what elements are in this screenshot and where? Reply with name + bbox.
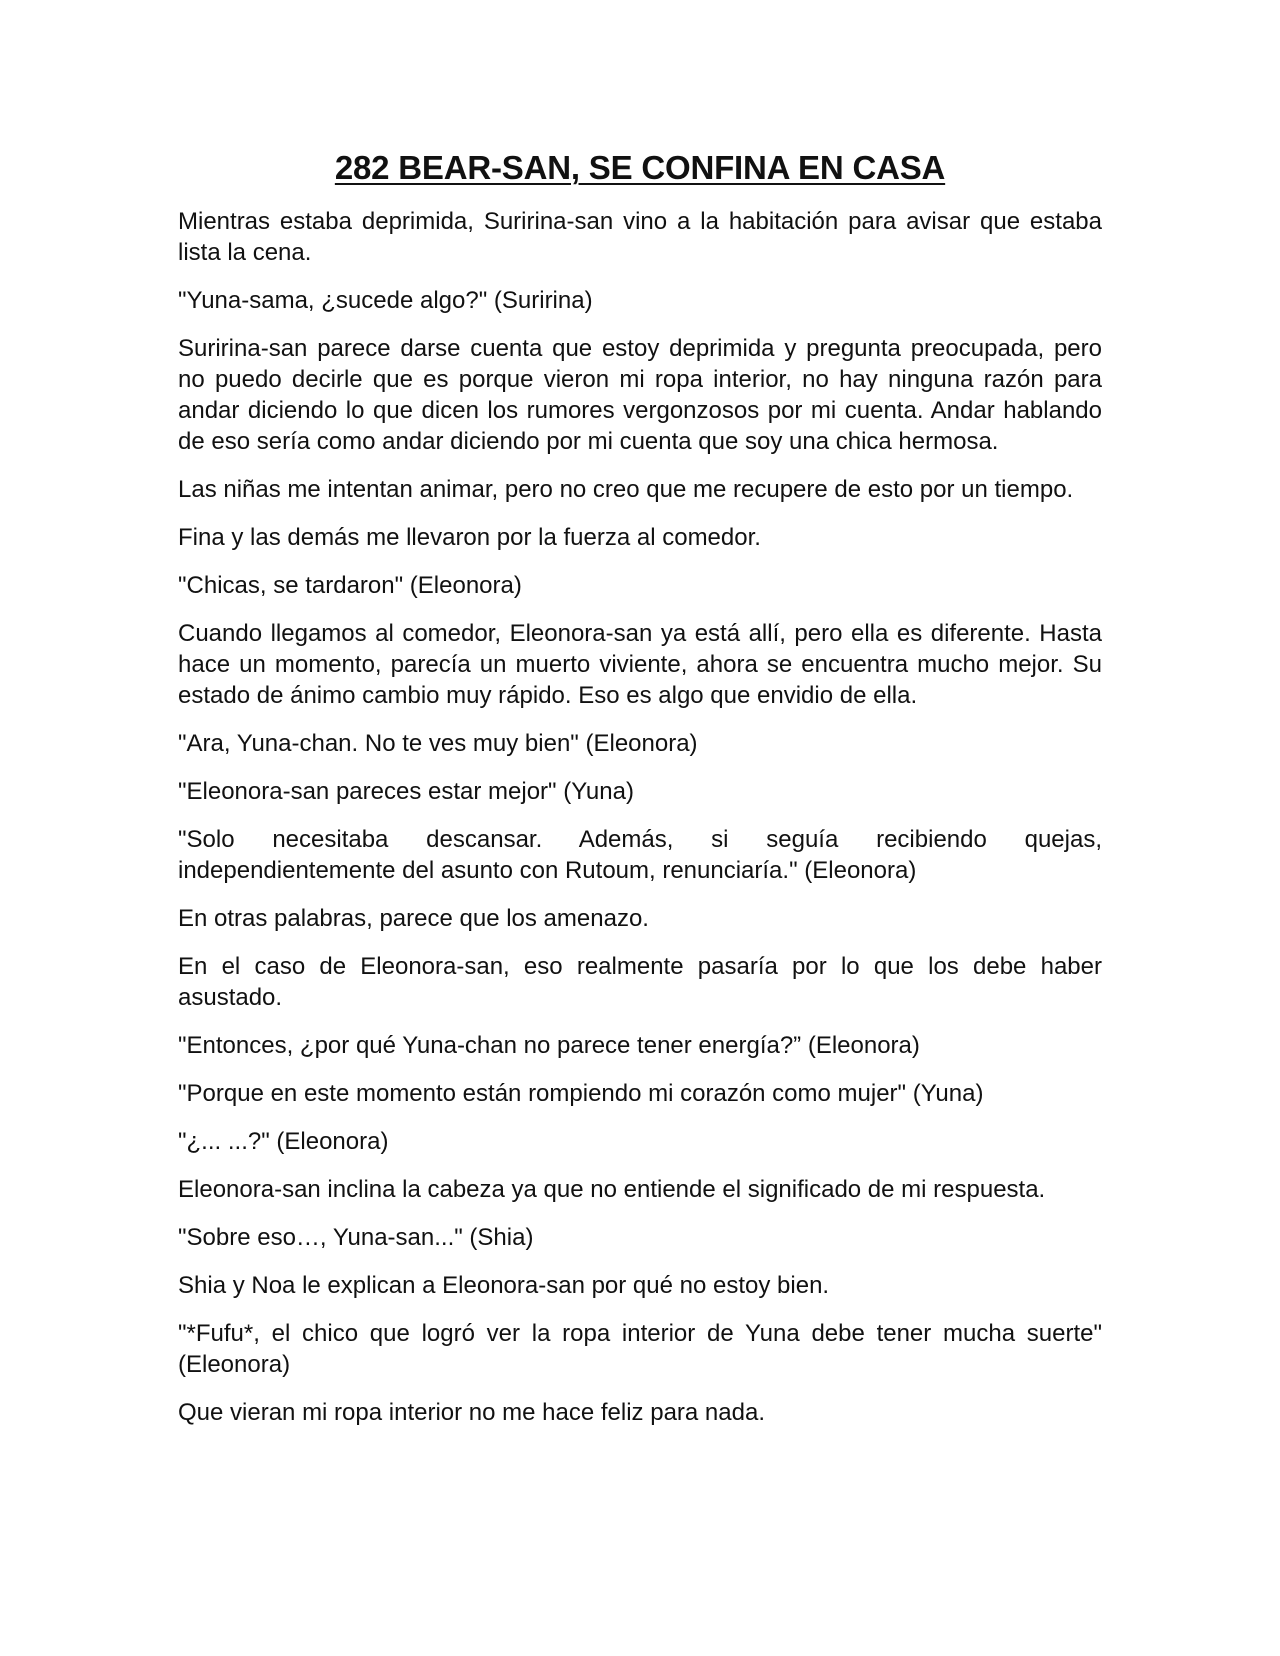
paragraph: "Chicas, se tardaron" (Eleonora) [178, 572, 522, 599]
paragraph: "*Fufu*, el chico que logró ver la ropa interior de Yuna debe tener mucha suerte" (Eleonora) [178, 1320, 1102, 1378]
paragraph: Las niñas me intentan animar, pero no creo que me recupere de esto por un tiempo. [178, 476, 1074, 503]
paragraph: Mientras estaba deprimida, Suririna-san vino a la habitación para avisar que estaba lista la cena. [178, 208, 1102, 266]
paragraph: "Entonces, ¿por qué Yuna-chan no parece tener energía?” (Eleonora) [178, 1032, 920, 1059]
paragraph: Eleonora-san inclina la cabeza ya que no entiende el significado de mi respuesta. [178, 1176, 1046, 1203]
chapter-title: 282 BEAR-SAN, SE CONFINA EN CASA [334, 149, 946, 186]
paragraph: "Solo necesitaba descansar. Además, si seguía recibiendo quejas, independientemente del asunto con Rutoum, renunciaría." (Eleonora) [178, 826, 1102, 884]
paragraph: "Eleonora-san pareces estar mejor" (Yuna) [178, 778, 634, 805]
paragraph: "¿... ...?" (Eleonora) [178, 1128, 389, 1155]
paragraph: Shia y Noa le explican a Eleonora-san por qué no estoy bien. [178, 1272, 830, 1299]
paragraph: Que vieran mi ropa interior no me hace feliz para nada. [178, 1399, 765, 1426]
document-page [178, 140, 1102, 1445]
paragraph: Suririna-san parece darse cuenta que estoy deprimida y pregunta preocupada, pero no puedo decirle que es porque vieron mi ropa interior, no hay ninguna razón para andar diciendo lo que dicen los rumores vergonzosos por mi cuenta. Andar hablando de eso sería como andar diciendo por mi cuenta que soy una chica hermosa. [178, 335, 1102, 455]
paragraph: En otras palabras, parece que los amenazo. [178, 905, 649, 932]
paragraph: Fina y las demás me llevaron por la fuerza al comedor. [178, 524, 761, 551]
paragraph: Cuando llegamos al comedor, Eleonora-san ya está allí, pero ella es diferente. Hasta hace un momento, parecía un muerto viviente, ahora se encuentra mucho mejor. Su estado de ánimo cambio muy rápido. Eso es algo que envidio de ella. [178, 620, 1102, 709]
paragraph: En el caso de Eleonora-san, eso realmente pasaría por lo que los debe haber asustado. [178, 953, 1102, 1011]
paragraph: "Yuna-sama, ¿sucede algo?" (Suririna) [178, 287, 593, 314]
paragraph: "Ara, Yuna-chan. No te ves muy bien" (Eleonora) [178, 730, 698, 757]
paragraph: "Porque en este momento están rompiendo mi corazón como mujer" (Yuna) [178, 1080, 984, 1107]
paragraph: "Sobre eso…, Yuna-san..." (Shia) [178, 1224, 534, 1251]
